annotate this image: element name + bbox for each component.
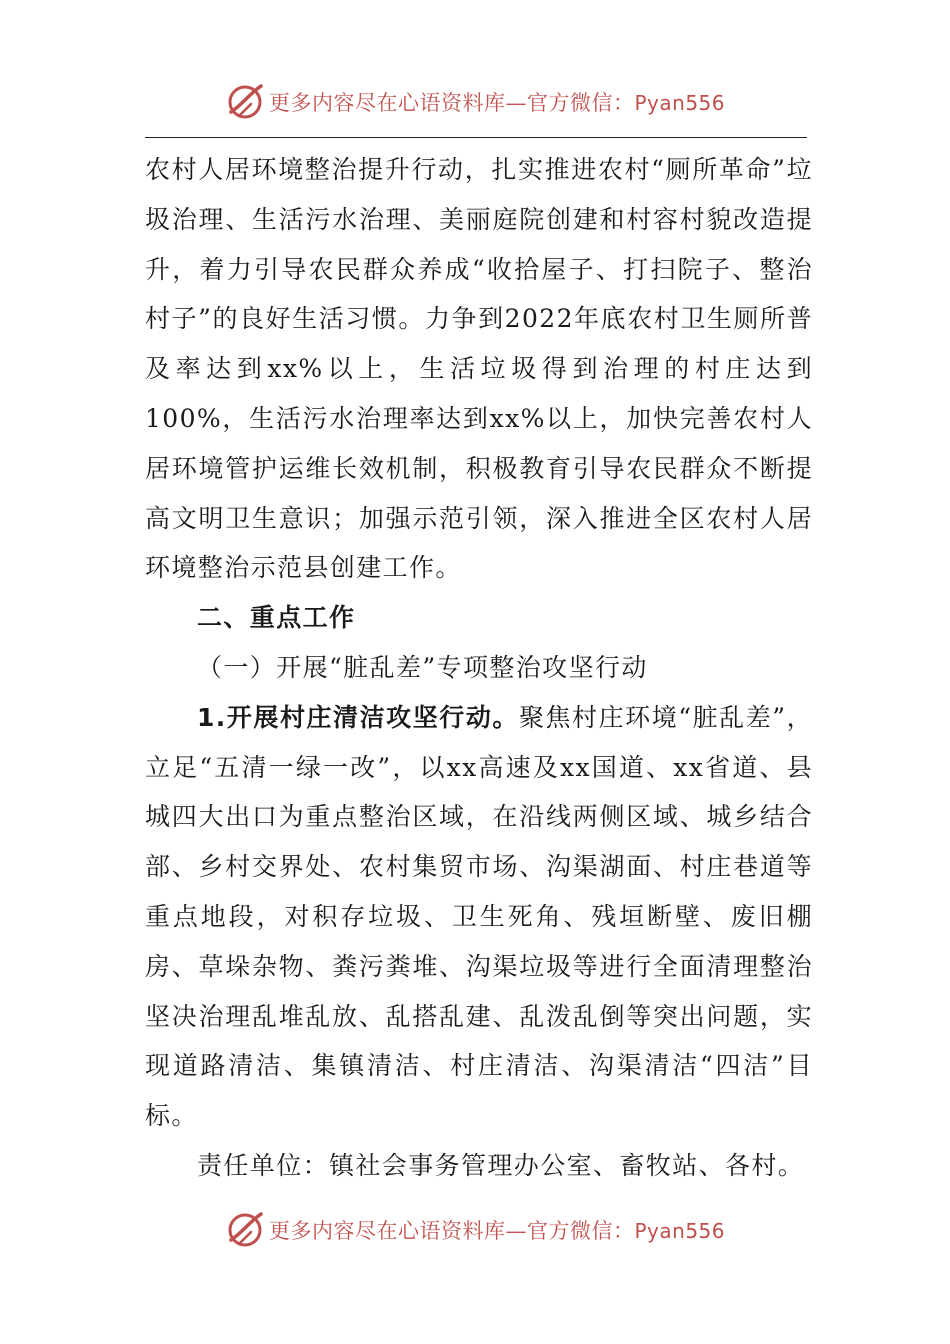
header-watermark (0, 80, 950, 124)
header-watermark-text: 更多内容尽在心语资料库—官方微信： (268, 91, 635, 115)
item-1-title: 1.开展村庄清洁攻坚行动。 (197, 702, 519, 732)
header-watermark-handle: Pyan556 (634, 91, 725, 115)
document-body (145, 145, 813, 1191)
pen-logo-icon (225, 1210, 265, 1250)
footer-watermark (0, 1208, 950, 1252)
header-rule (145, 137, 807, 138)
footer-watermark-text: 更多内容尽在心语资料库—官方微信： (268, 1219, 635, 1243)
responsibility-line: 责任单位：镇社会事务管理办公室、畜牧站、各村。 (197, 1150, 805, 1180)
footer-watermark-handle: Pyan556 (634, 1219, 725, 1243)
section-heading: 二、重点工作 (197, 603, 356, 633)
subsection-heading: （一）开展“脏乱差”专项整治攻坚行动 (197, 652, 648, 682)
paragraph-item-1 (145, 693, 813, 1141)
paragraph-intro: 农村人居环境整治提升行动，扎实推进农村“厕所革命”垃圾治理、生活污水治理、美丽庭院创建和村容村貌改造提升，着力引导农民群众养成“收拾屋子、打扫院子、整治村子”的良好生活习惯。力争到2022年底农村卫生厕所普及率达到xx%以上，生活垃圾得到治理的村庄达到100%，生活污水治理率达到xx%以上，加快完善农村人居环境管护运维长效机制，积极教育引导农民群众不断提高文明卫生意识；加强示范引领，深入推进全区农村人居环境整治示范县创建工作。 (145, 155, 813, 583)
pen-logo-icon (225, 82, 265, 122)
item-1-text: 聚焦村庄环境“脏乱差”，立足“五清一绿一改”，以xx高速及xx国道、xx省道、县城四大出口为重点整治区域，在沿线两侧区域、城乡结合部、乡村交界处、农村集贸市场、沟渠湖面、村庄巷道等重点地段，对积存垃圾、卫生死角、残垣断壁、废旧棚房、草垛杂物、粪污粪堆、沟渠垃圾等进行全面清理整治坚决治理乱堆乱放、乱搭乱建、乱泼乱倒等突出问题，实现道路清洁、集镇清洁、村庄清洁、沟渠清洁“四洁”目标。 (145, 702, 813, 1131)
